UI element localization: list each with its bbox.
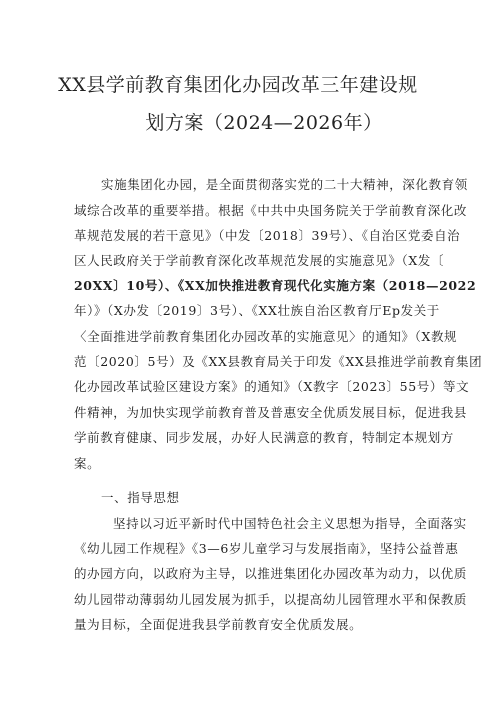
intro-line: 范〔2020〕5号）及《XX县教育局关于印发《XX县推进学前教育集团 xyxy=(74,354,483,369)
intro-line: 20XX〕10号）、《XX加快推进教育现代化实施方案（2018—2022 xyxy=(74,278,477,293)
intro-line: 年）》（X办发〔2019〕3号）、《XX壮族自治区教育厅Ep发关于 xyxy=(74,303,440,318)
intro-line: 〈全面推进学前教育集团化办园改革的实施意见〉的通知》（X教规 xyxy=(74,329,458,344)
intro-line: 化办园改革试验区建设方案》的通知》（X教字〔2023〕55号）等文 xyxy=(74,379,470,394)
section-heading-guiding-ideology: 一、指导思想 xyxy=(101,490,180,505)
section-line: 的办园方向，以政府为主导，以推进集团化办园改革为动力，以优质 xyxy=(74,566,468,581)
intro-line: 学前教育健康、同步发展，办好人民满意的教育，特制定本规划方 xyxy=(74,430,454,445)
document-title-line-2: 划方案（2024—2026年） xyxy=(145,112,383,134)
intro-line: 革规范发展的若干意见》（中发〔2018〕39号）、《自治区党委自治 xyxy=(74,228,461,243)
section-line: 《幼儿园工作规程》《3—6岁儿童学习与发展指南》，坚持公益普惠 xyxy=(74,541,459,556)
intro-line: 实施集团化办园，是全面贯彻落实党的二十大精神，深化教育领 xyxy=(101,177,468,192)
intro-line: 案。 xyxy=(74,456,101,471)
section-line: 坚持以习近平新时代中国特色社会主义思想为指导，全面落实 xyxy=(113,516,467,531)
intro-line: 区人民政府关于学前教育深化改革规范发展的实施意见》（X发〔 xyxy=(74,253,445,268)
section-line: 量为目标，全面促进我县学前教育安全优质发展。 xyxy=(74,617,363,632)
document-title-line-1: XX县学前教育集团化办园改革三年建设规 xyxy=(58,74,418,96)
intro-line: 域综合改革的重要举措。根据《中共中央国务院关于学前教育深化改 xyxy=(74,203,468,218)
intro-line: 件精神，为加快实现学前教育普及普惠安全优质发展目标，促进我县 xyxy=(74,405,468,420)
section-line: 幼儿园带动薄弱幼儿园发展为抓手，以提高幼儿园管理水平和保教质 xyxy=(74,592,468,607)
